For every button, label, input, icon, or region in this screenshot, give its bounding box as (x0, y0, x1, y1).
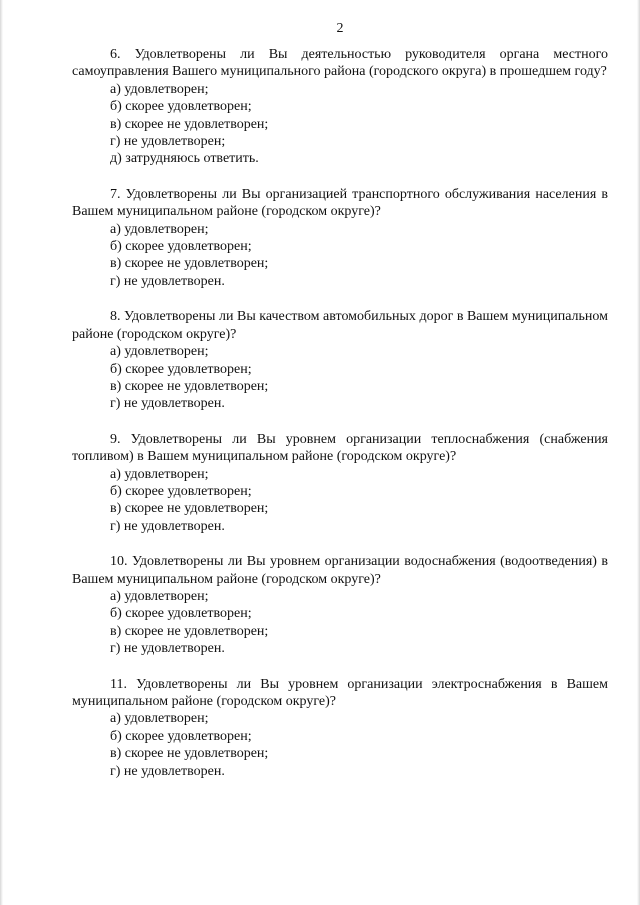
answer-option: г) не удовлетворен. (110, 273, 225, 289)
answer-option: в) скорее не удовлетворен; (110, 623, 269, 639)
answer-option: а) удовлетворен; (110, 588, 209, 604)
scan-edge-left (0, 0, 3, 905)
answer-option: в) скорее не удовлетворен; (110, 501, 269, 517)
question-11 (72, 676, 608, 780)
answer-option: а) удовлетворен; (110, 81, 209, 97)
answer-option: г) не удовлетворен. (110, 518, 225, 534)
answer-option: а) удовлетворен; (110, 221, 209, 237)
answer-option: б) скорее удовлетворен; (110, 483, 252, 499)
page-number: 2 (336, 21, 344, 36)
question-9 (72, 431, 608, 535)
answer-option: в) скорее не удовлетворен; (110, 116, 269, 132)
answer-option: г) не удовлетворен; (110, 134, 226, 150)
question-text: 11. Удовлетворены ли Вы уровнем организации электроснабжения в Вашем муниципальном районе (городском округе)? (72, 676, 608, 709)
answer-option: г) не удовлетворен. (110, 641, 225, 657)
question-text: 9. Удовлетворены ли Вы уровнем организации теплоснабжения (снабжения топливом) в Вашем муниципальном районе (городском округе)? (72, 431, 608, 465)
answer-option: г) не удовлетворен. (110, 763, 225, 779)
answer-option: б) скорее удовлетворен; (110, 239, 252, 255)
answer-option: а) удовлетворен; (110, 344, 209, 360)
question-text: 6. Удовлетворены ли Вы деятельностью руководителя органа местного самоуправления Вашего муниципального района (городского округа) в прошедшем году? (72, 47, 608, 80)
question-6 (72, 46, 608, 168)
answer-option: в) скорее не удовлетворен; (110, 256, 269, 272)
answer-option: д) затрудняюсь ответить. (110, 151, 259, 167)
question-8 (72, 308, 608, 412)
answer-option: в) скорее не удовлетворен; (110, 378, 269, 394)
question-7 (72, 186, 608, 290)
question-text: 8. Удовлетворены ли Вы качеством автомобильных дорог в Вашем муниципальном районе (городском округе)? (72, 309, 608, 342)
question-text: 10. Удовлетворены ли Вы уровнем организации водоснабжения (водоотведения) в Вашем муниципальном районе (городском округе)? (72, 554, 608, 587)
document-page (72, 20, 608, 798)
question-text: 7. Удовлетворены ли Вы организацией транспортного обслуживания населения в Вашем муниципальном районе (городском округе)? (72, 186, 608, 220)
answer-option: а) удовлетворен; (110, 711, 209, 727)
answer-option: б) скорее удовлетворен; (110, 99, 252, 115)
answer-option: б) скорее удовлетворен; (110, 728, 252, 744)
answer-option: г) не удовлетворен. (110, 396, 225, 412)
answer-option: б) скорее удовлетворен; (110, 361, 252, 377)
answer-option: б) скорее удовлетворен; (110, 606, 252, 622)
answer-option: а) удовлетворен; (110, 466, 209, 482)
question-10 (72, 553, 608, 657)
answer-option: в) скорее не удовлетворен; (110, 746, 269, 762)
